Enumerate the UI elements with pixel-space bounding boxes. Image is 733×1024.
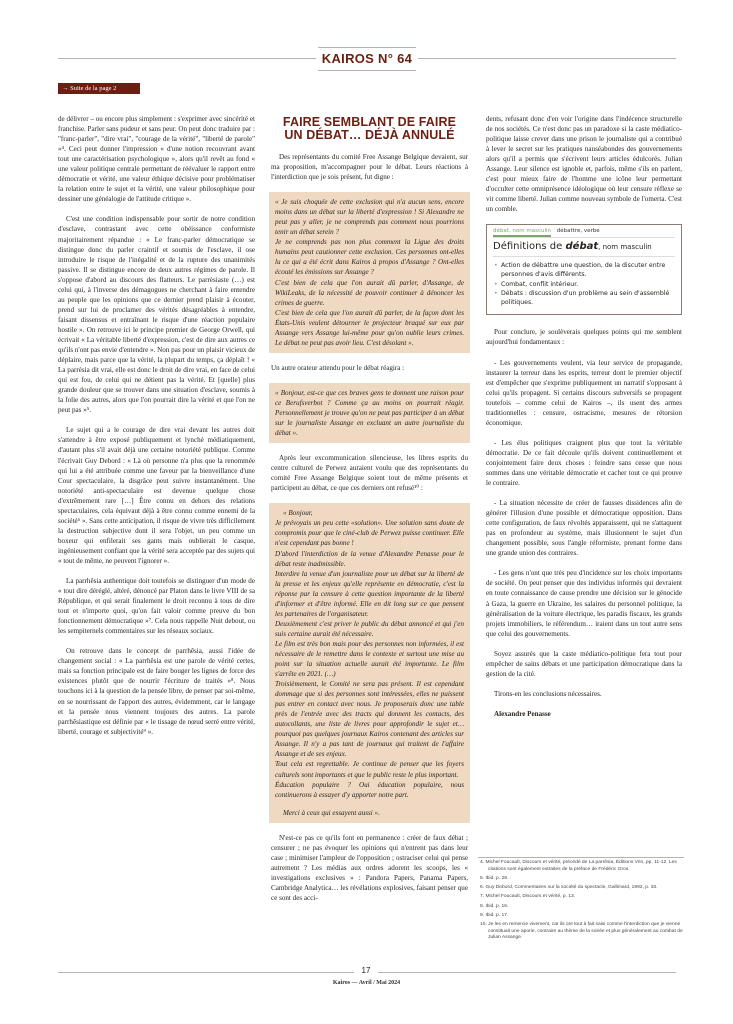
paragraph: - Les élus politiques craignent plus que tout la véritable démocratie. De ce fait découle qu'ils doivent continuellement et conjointement faire deux choses : feindre sans cesse que nous sommes dans une véritable démocratie et cacher tout ce qui prouve le contraire.	[486, 438, 682, 488]
column-3	[486, 114, 682, 729]
quote-line: Troisièmement, le Comité ne sera pas présent. Il est cependant dommage que si des personnes sont intéressées, elles ne puissent pas entrer en contact avec nous. Je proposerais donc une table près de l'entrée avec des tracts qui donnent les contacts, des autocollants, une liste de livres pour approfondir le sujet et… pourquoi pas quelques journaux Kairos contenant des articles sur Assange. Il n'y a pas tant de journaux qui traitent de l'affaire Assange et de ses enjeux.	[275, 680, 464, 759]
footnote: 7. Michel Foucault, Discours et vérité, p. 13.	[480, 894, 576, 900]
footnote: 6. Guy Debord, Commentaires sur la société du spectacle, Gallimard, 1992, p. 33.	[480, 885, 658, 891]
footer-rule-left	[58, 972, 354, 973]
definition-heading-word: débat	[565, 241, 599, 253]
paragraph: Soyez assurés que la caste médiatico-politique fera tout pour empêcher de sains débats et une participation démocratique dans la gestion de la cité.	[486, 649, 682, 678]
quote-box-1	[269, 192, 470, 353]
quote-line: Éducation populaire ? Oui éducation populaire, nous continuerons à essayer d'y apporter notre part.	[275, 780, 464, 799]
quote-line: Le film est très bon mais pour des personnes non informées, il est nécessaire de le remettre dans le contexte et surtout une mise au point sur la situation actuelle aurait été importante. Le film s'arrête en 2021. (…)	[275, 639, 464, 679]
paragraph: - La situation nécessite de créer de fausses dissidences afin de générer l'illusion d'une possible et démocratique opposition. Dans cette configuration, de faux révoltés apparaissent, qui ne s'attaquent pas en profondeur au système, mais illusionnent le sujet d'un changement possible, sous l'angle réformiste, prenant forme dans une grande union des contraires.	[486, 499, 682, 558]
paragraph: N'est-ce pas ce qu'ils font en permanence : créer de faux débat ; censurer ; ne pas évoquer les opinions qui n'entrent pas dans leur case ; minimiser l'ampleur de l'opposition ; ostraciser celui qui pense autrement ? Les médias aux ordres adorent les scoops, les « investigations exclusives » : Pandora Papers, Panama Papers, Cambridge Analytica… les révélations explosives, faisant penser que ce sont des acci-	[271, 833, 468, 902]
quote-line: « Bonjour,	[283, 509, 313, 518]
paragraph: - Les gens n'ont que très peu d'incidence sur les choix importants de société. On peut penser que des individus informés qui devraient en toute connaissance de cause prendre une décision sur le génocide à Gaza, la guerre en Ukraine, les salaires du personnel politique, la généralisation de la voiture électrique, les paradis fiscaux, les grands projets immobiliers, le référendum… iraient dans un tout autre sens que celui des gouvernements.	[486, 569, 682, 638]
paragraph: - Les gouvernements veulent, via leur service de propagande, instaurer la terreur dans les esprits, terreur dont le premier objectif est d'empêcher que s'exprime publiquement un narratif s'opposant à celui qu'ils propagent. Si certains discours subversifs se propagent toutefois – comme celui de Kairos –, ils usent des armes traditionnelles : censure, ostracisme, mesures de rétorsion économique.	[486, 358, 682, 427]
quote-line: « Je suis choquée de cette exclusion qui n'a aucun sens, encore moins dans un débat sur la liberté d'expression ! Si Alexandre ne peut pas y aller, je ne comprends pas comment nous pourrions tenir un débat serein ?	[275, 198, 464, 237]
definition-list	[493, 262, 675, 307]
quote-line: Je prévoyais un peu cette «solution». Une solution sans doute de compromis pour que le ciné-club de Perwez puisse continuer. Elle n'est cependant pas bonne !	[275, 519, 464, 548]
paragraph: C'est une condition indispensable pour sortir de notre condition d'esclave, contrastant avec cette obéissance conformiste majoritairement répandue : « Le franc-parler démocratique se distingue donc du parler craintif et soumis de l'esclave, il ose introduire le risque de l'inégalité et de la rupture des unanimités passive. Il se distingue encore de deux autres régimes de parole. Il s'oppose d'abord au discours des flatteurs. Le parrèsiaste (…) est celui qui, à l'inverse des démagogues ne cherchant à faire entendre au peuple que les opinions que ce dernier prend plaisir à écouter, prend sur lui de proclamer des vérités désagréables à entendre, faisant dissensus et entraînant le risque d'une réaction populaire hostile ». On retrouve ici le principe premier de George Orwell, qui écrivait « La véritable liberté d'expression, c'est de dire aux autres ce qu'ils n'ont pas envie d'entendre ». Non pas pour un plaisir vicieux de déplaire, mais parce que la vérité, la plupart du temps, ça déplaît ! « La parrèsia dit vrai, elle est donc le droit de dire vrai, en face de celui qui est fou, de celui qui ne détient pas la vérité. Et [quelle] plus grande douleur que se trouver dans une situation d'esclave, soumis à la folie des autres, alors que l'on pourrait dire la vérité et que l'on ne peut pas »⁵.	[58, 215, 255, 415]
paragraph: de délivrer – ou encore plus simplement : s'exprimer avec sincérité et franchise. Parler sans pudeur et sans peur. On peut donc traduire par : "franc-parler", "dire vrai", "courage de la vérité", "liberté de parole" »⁴. Ceci peut donner l'impression « d'une notion recouvrant avant tout une caractérisation psychologique », alors qu'il revêt au fond « une valeur politique centrale permettant de réévaluer le rapport entre démocratie et vérité, une valeur éthique décisive pour problématiser la relation entre le sujet et la vérité, une valeur philosophique pour dessiner une généalogie de l'attitude critique ».	[58, 115, 255, 204]
signature: Alexandre Penasse	[494, 709, 551, 718]
definition-tab-noun[interactable]: débat, nom masculin	[493, 228, 551, 237]
footnote: 5. Ibid. p. 28. .	[480, 875, 511, 881]
footnote: 9. Ibid. p. 17.	[480, 912, 509, 918]
quote-line: Interdire la venue d'un journaliste pour un débat sur la liberté de la presse et les enjeux qu'elle représente en démocratie, c'est la réponse par la censure à cette question importante de la liberté d'informer et d'être informé. Elle en dit long sur ce que pensent les partenaires de l'organisateur.	[275, 569, 464, 618]
article-title-line-1: FAIRE SEMBLANT DE FAIRE	[282, 115, 457, 129]
quote-line: « Bonjour, est-ce que ces braves gens te donnent une raison pour ce Berufsverbot ? Comme ça au moins on pourrait réagir. Personnellement je trouve qu'on ne peut pas participer à un débat sur le journaliste Assange en excluant un autre journaliste du débat ».	[275, 388, 464, 438]
paragraph: dents, refusant donc d'en voir l'origine dans l'indécence structurelle de nos sociétés. Ce n'est donc pas un paradoxe si la caste médiatico-politique laisse crever dans une prison le journaliste qui a contribué à lever le secret sur les pratiques nauséabondes des gouvernements alors qu'il a permis que s'écrivent leurs articles édulcorés. Julian Assange. Leur silence est ignoble et, parfois, même s'ils en parlent, c'est pour mieux faire de l'homme une icône leur permettant d'occulter cette omniprésence idéologique où leur censure réflexe se vit comme liberté. Julian comme nouveau symbole de l'omerta. C'est un comble.	[486, 115, 682, 214]
header-rule-left	[58, 58, 316, 59]
definition-heading	[493, 238, 675, 257]
quote-line: D'abord l'interdiction de la venue d'Alexandre Penasse pour le débat reste inadmissible.	[275, 549, 464, 568]
article-title-line-2: UN DÉBAT… DÉJÀ ANNULÉ	[284, 128, 455, 142]
definition-item: • Combat, conflit intérieur.	[493, 281, 675, 290]
footnote: 10. Je les en remercie vivement, car ils ont tout à fait saisi comme l'interdiction que je vienne constituait une aporie, contraire au thème de la soirée et plus généralement au combat de Julian Assange.	[480, 922, 683, 941]
quote-line: Je ne comprends pas non plus comment la Ligue des droits humains peut cautionner cette exclusion. Ces personnes ont-elles lu ce qui a été écrit dans Kairos à propos d'Assange ? Ont-elles écouté les émissions sur Assange ?	[275, 238, 464, 277]
paragraph: Des représentants du comité Free Assange Belgique devaient, sur ma proposition, m'accompagner pour le débat. Leurs réactions à l'interdiction que je sois présent, fut digne :	[271, 153, 468, 182]
quote-box-3	[269, 503, 470, 822]
definition-item: • Débats : discussion d'un problème au sein d'assemblé politiques.	[493, 290, 675, 307]
header-title: KAIROS N° 64	[318, 47, 416, 71]
paragraph: Pour conclure, je soulèverais quelques points qui me semblent aujourd'hui fondamentaux :	[486, 328, 682, 347]
footnote: 4. Michel Foucault, Discours et vérité, précédé de La parrêsia, Éditions Vrin, pp. 11-12. Les citations sont également extraites de la préface de Frédéric Gros.	[480, 860, 677, 872]
definition-box	[486, 224, 682, 315]
quote-line: C'est bien de cela que l'on aurait dû parler, d'Assange, de WikiLeaks, de la nécessité de pouvoir continuer à dénoncer les crimes de guerre.	[275, 278, 464, 307]
page-number: 17	[361, 966, 371, 975]
paragraph: Un autre orateur attendu pour le débat réagira :	[271, 363, 405, 372]
quote-box-2	[269, 383, 470, 443]
paragraph: Tirons-en les conclusions nécessaires.	[494, 689, 602, 698]
column-1	[58, 114, 255, 747]
article-title	[271, 116, 468, 142]
paragraph: Le sujet qui a le courage de dire vrai devant les autres doit s'attendre à être exposé publiquement et lynché médiatiquement, d'autant plus s'il avait déjà une certaine notoriété publique. Comme l'écrivait Guy Debord : « Là où personne n'a plus que la renommée qui lui a été attribuée comme une faveur par la bienveillance d'une Cour spectaculaire, la disgrâce peut suivre instantanément. Une notoriété anti-spectaculaire est devenue quelque chose d'extrêmement rare […] Être connu en dehors des relations spectaculaires, cela équivaut déjà à être connu comme ennemi de la société⁶ ». Sans cette anticipation, il risque de vivre très difficilement la destruction subjective dont il sera l'objet, un peu comme un boxeur qui enfilerait ses gants mais oublierait le casque, ingénieusement confiant que la vérité sera acceptée par des sujets qui « tout de même, ne peuvent l'ignorer ».	[58, 426, 255, 565]
definition-tabs	[493, 225, 675, 238]
quote-line: Tout cela est regrettable. Je continue de penser que les foyers culturels sont importants et que le public reste le plus important.	[275, 760, 464, 779]
definition-item: • Action de débattre une question, de la discuter entre personnes d'avis différents.	[493, 262, 675, 279]
column-2	[271, 114, 468, 913]
footnote-rule	[478, 857, 684, 858]
paragraph: On retrouve dans le concept de parrhêsia, aussi l'idée de changement social : « La parrhêsia est une parole de vérité certes, mais sa fonction principale est de faire bouger les lignes de force des existences plutôt que de nourrir l'écriture de traités »⁸. Nous touchons ici à la question de la pensée libre, de penser par soi-même, en se nourrissant de l'apport des autres, évidemment, car le langage et la pensée nous viennent toujours des autres. La parole parrhêsiastique est définie par « le tissage de nœud serré entre vérité, liberté, courage et subjectivité⁹ ».	[58, 647, 255, 736]
footnotes	[480, 860, 685, 945]
quote-line: Merci à ceux qui essayent aussi ».	[283, 808, 380, 817]
paragraph: La parrhêsia authentique doit toutefois se distinguer d'un mode de « tout dire déréglé, altéré, dénoncé par Platon dans le livre VIII de sa République, et qui serait finalement le droit reconnu à tous de dire tout et n'importe quoi, qu'on fait valoir comme preuve du bon fonctionnement démocratique »⁷. Cela nous rappelle Nuit debout, ou les sempiternels commentaires sur les réseaux sociaux.	[58, 577, 255, 636]
definition-heading-prefix: Définitions de	[493, 241, 566, 253]
header-rule-right	[418, 58, 676, 59]
definition-heading-suffix: , nom masculin	[598, 243, 652, 252]
footer-meta: Kairos — Avril / Mai 2024	[332, 980, 401, 986]
quote-line: C'est bien de cela que l'on aurait dû parler, de la façon dont les États-Unis veulent détourner le projecteur braqué sur eux par Assange vers Assange lui-même pour qu'on oublie leurs crimes. Le débat ne peut pas avoir lieu. C'est désolant ».	[275, 308, 464, 347]
footnote: 8. Ibid. p. 16.	[480, 903, 509, 909]
continued-label: → Suite de la page 2	[58, 83, 140, 94]
quote-line: Deuxièmement c'est priver le public du débat annoncé et qui j'en suis certaine aurait été nécessaire.	[275, 619, 464, 638]
definition-tab-verb[interactable]: débattre, verbe	[556, 228, 600, 235]
paragraph: Après leur excommunication silencieuse, les libres esprits du centre culturel de Perwez auraient voulu que des représentants du comité Free Assange Belgique soient tout de même présents et participent au débat, ce que ces derniers ont refusé¹⁰ :	[271, 454, 468, 493]
footer-rule-right	[378, 972, 676, 973]
